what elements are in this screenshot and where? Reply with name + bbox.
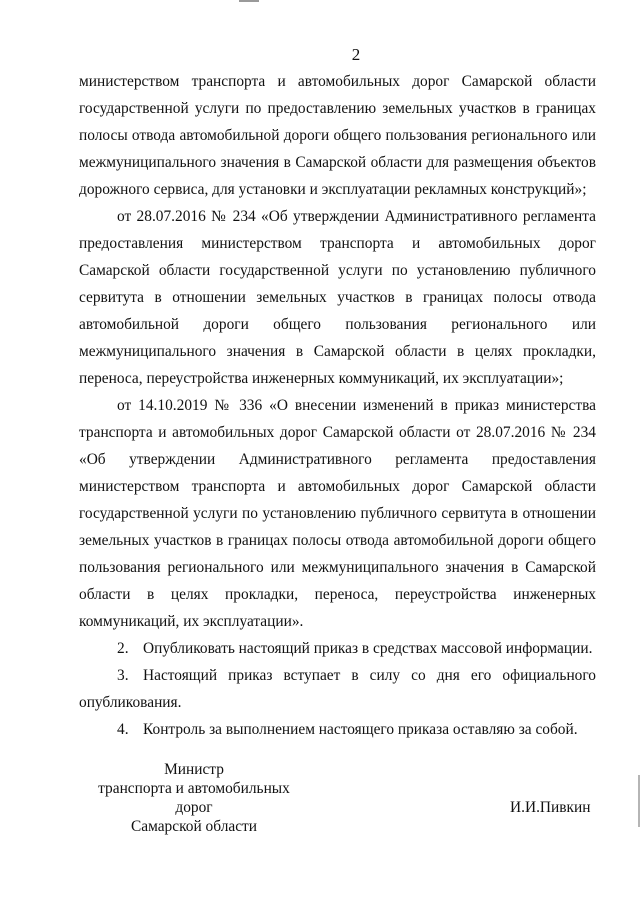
numbered-item: [79, 716, 596, 743]
signature-title: [79, 760, 309, 836]
item-number: 3.: [117, 667, 129, 684]
signature-line-1: Министр: [164, 761, 224, 778]
item-text: Контроль за выполнением настоящего приказа оставляю за собой.: [143, 721, 578, 738]
item-number: 2.: [117, 640, 129, 657]
item-number: 4.: [117, 721, 129, 738]
item-text: Опубликовать настоящий приказ в средствах массовой информации.: [143, 640, 593, 657]
document-body: [79, 68, 596, 743]
item-text: Настоящий приказ вступает в силу со дня его официального опубликования.: [79, 667, 596, 711]
signatory-name: И.И.Пивкин: [510, 799, 591, 816]
signature-line-2: транспорта и автомобильных дорог: [98, 780, 290, 816]
signature-line-3: Самарской области: [130, 818, 257, 835]
scan-artifact-top: [239, 0, 259, 2]
paragraph-order-336: от 14.10.2019 № 336 «О внесении изменений в приказ министерства транспорта и автомобильных дорог Самарской области от 28.07.2016 № 234 «Об утверждении Административного регламента предоставления министерством транспорта и автомобильных дорог Самарской области государственной услуги по установлению публичного сервитута в отношении земельных участков в границах полосы отвода автомобильной дороги общего пользования регионального или межмуниципального значения в Самарской области в целях прокладки, переноса, переустройства инженерных коммуникаций, их эксплуатации».: [79, 397, 596, 630]
numbered-item: [79, 662, 596, 716]
paragraph-order-234: от 28.07.2016 № 234 «Об утверждении Административного регламента предоставления министерством транспорта и автомобильных дорог Самарской области государственной услуги по установлению публичного сервитута в отношении земельных участков в границах полосы отвода автомобильной дороги общего пользования регионального или межмуниципального значения в Самарской области в целях прокладки, переноса, переустройства инженерных коммуникаций, их эксплуатации»;: [79, 208, 596, 387]
page-number: 2: [351, 45, 361, 64]
paragraph-continuation: министерством транспорта и автомобильных дорог Самарской области государственной услуги по предоставлению земельных участков в границах полосы отвода автомобильной дороги общего пользования регионального или межмуниципального значения в Самарской области для размещения объектов дорожного сервиса, для установки и эксплуатации рекламных конструкций»;: [79, 73, 596, 198]
numbered-item: [79, 635, 596, 662]
